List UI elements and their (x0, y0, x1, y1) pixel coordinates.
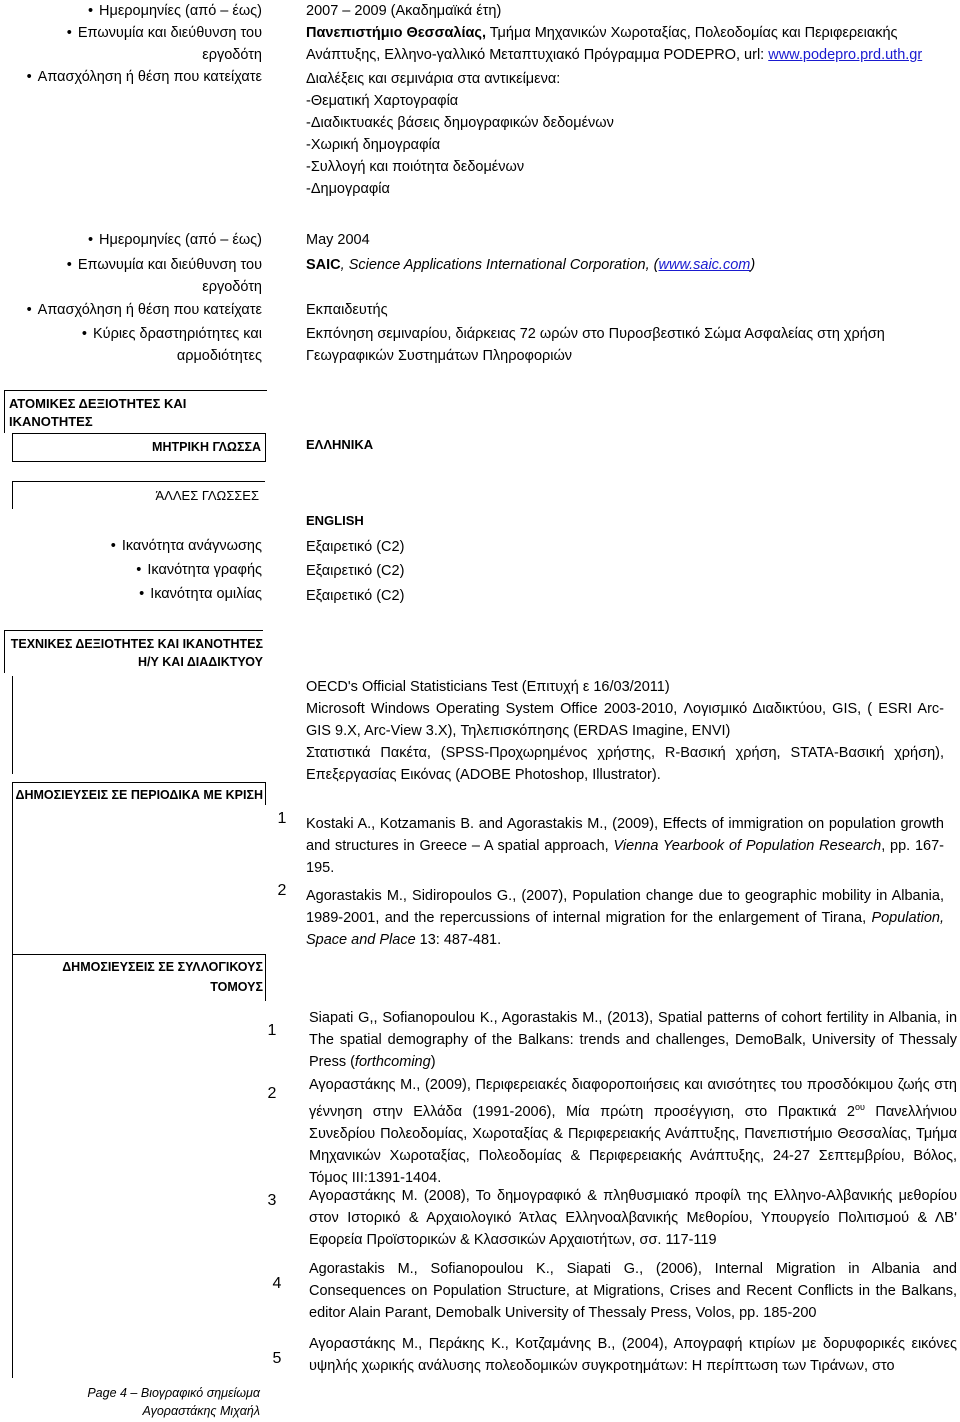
reading-value: Εξαιρετικό (C2) (306, 539, 405, 555)
volume-pub-1: Siapati G,, Sofianopoulou K., Agorastakis M., (2013), Spatial patterns of cohort fertility in Albania, in The spatial demography of the Balkans: trends and challenges, DemoBalk, University of Thessaly Press (forthcoming) (309, 1010, 958, 1070)
section-divider-line (12, 998, 13, 1378)
job1-dates-label: • Ημερομηνίες (από – έως) (0, 0, 262, 22)
job2-activities-label: • Κύριες δραστηριότητες και αρμοδιότητες (0, 323, 262, 367)
writing-value: Εξαιρετικό (C2) (306, 563, 405, 579)
job1-employer-label: • Επωνυμία και διεύθυνση του εργοδότη (0, 22, 262, 66)
pub-number: 4 (272, 1275, 282, 1292)
personal-skills-heading: ΑΤΟΜΙΚΕΣ ΔΕΞΙΟΤΗΤΕΣ ΚΑΙ ΙΚΑΝΟΤΗΤΕΣ (4, 390, 267, 433)
pub-number: 5 (272, 1350, 282, 1367)
job2-employer-label: • Επωνυμία και διεύθυνση του εργοδότη (0, 254, 262, 298)
pub-number: 2 (267, 1085, 277, 1102)
volume-pub-2: Αγοραστάκης Μ., (2009), Περιφερειακές διαφοροποιήσεις και ανισότητες του προσδόκιμου ζωής στη γέννηση στην Ελλάδα (1991-2006), Μία πρώτη προσέγγιση, στο Πρακτικά $2^{o\upsilon}$ Πανελλήνιου Συνεδρίου Πολεοδομίας, Χωροταξίας & Περιφερειακής Ανάπτυξης, Πανεπιστήμιο Θεσσαλίας, Τμήμα Μηχανικών Χωροταξίας, Πολεοδομίας & Περιφερειακής Ανάπτυξης, 24-27 Σεπτεμβρίου, Βόλος, Τόμος ΙΙΙ:1391-1404. (309, 1077, 957, 1186)
saic-link[interactable]: www.saic.com (658, 257, 751, 273)
author-name: Αγοραστάκης Μιχαήλ (142, 1404, 260, 1418)
job1-position-value: Διαλέξεις και σεμινάρια στα αντικείμενα: -Θεματική Χαρτογραφία -Διαδικτυακές βάσεις δημογραφικών δεδομένων -Χωρική δημογραφία -Συλλογή και ποιότητα δεδομένων -Δημογραφία (306, 68, 954, 200)
journal-pub-2: Agorastakis M., Sidiropoulos G., (2007), Population change due to geographic mobility in Albania, 1989-2001, and the repercussions of internal migration for the enlargement of Tirana, Population, Space and Place 13: 487-481. (306, 888, 944, 948)
journal-pub-1: Kostaki A., Kotzamanis B. and Agorastakis M., (2009), Effects of immigration on population growth and structures in Greece – A spatial approach, Vienna Yearbook of Population Research, pp. 167-195. (306, 816, 944, 876)
volume-pub-4: Agorastakis M., Sofianopoulou K., Siapati G., (2006), Internal Migration in Albania and Consequences on Population Structure, at Migrations, Crises and Recent Conflicts in the Balkans, editor Alain Parant, Demobalk University of Thessaly Press, Volos, pp. 185-200 (309, 1261, 957, 1321)
pub-number: 2 (277, 882, 287, 899)
pub-number: 1 (277, 810, 287, 827)
job2-employer-value: SAIC, Science Applications International Corporation, (www.saic.com) (306, 257, 756, 273)
job2-dates-label: • Ημερομηνίες (από – έως) (0, 229, 262, 251)
topic-item: -Δημογραφία (306, 181, 390, 197)
job2-activities-value: Εκπόνηση σεμιναρίου, διάρκειας 72 ωρών στο Πυροσβεστικό Σώμα Ασφαλείας στη χρήση Γεωγραφικών Συστημάτων Πληροφοριών (306, 326, 885, 364)
other-languages-label: ΆΛΛΕΣ ΓΛΩΣΣΕΣ (12, 481, 265, 509)
technical-skills-heading: ΤΕΧΝΙΚΕΣ ΔΕΞΙΟΤΗΤΕΣ ΚΑΙ ΙΚΑΝΟΤΗΤΕΣ Η/Υ ΚΑΙ ΔΙΑΔΙΚΤΥΟΥ (4, 630, 263, 673)
volume-pubs-heading: ΔΗΜΟΣΙΕΥΣΕΙΣ ΣΕ ΣΥΛΛΟΓΙΚΟΥΣ ΤΟΜΟΥΣ (12, 954, 266, 1001)
pub-number: 3 (267, 1192, 277, 1209)
topic-item: -Διαδικτυακές βάσεις δημογραφικών δεδομένων (306, 115, 614, 131)
volume-pub-3: Αγοραστάκης Μ. (2008), Το δημογραφικό & πληθυσμιακό προφίλ της Ελληνο-Αλβανικής μεθορίου στον Ιστορικό & Αρχαιολογικό Άτλας Ελληνοαλβανικής Μεθορίου, Υπουργείο Πολιτισμού & ΛΒ' Εφορεία Προϊστορικών & Κλασσικών Αρχαιοτήτων, σσ. 117-119 (309, 1188, 957, 1248)
page-footer (0, 1384, 260, 1420)
writing-label: • Ικανότητα γραφής (0, 559, 262, 581)
job2-position-label: • Απασχόληση ή θέση που κατείχατε (0, 299, 262, 321)
job1-position-label: • Απασχόληση ή θέση που κατείχατε (0, 66, 262, 88)
page-number-label: Page 4 – Βιογραφικό σημείωμα (87, 1386, 260, 1400)
speaking-value: Εξαιρετικό (C2) (306, 588, 405, 604)
topic-item: -Θεματική Χαρτογραφία (306, 93, 459, 109)
language-name: ENGLISH (306, 513, 364, 528)
mother-tongue-value: ΕΛΛΗΝΙΚΑ (306, 437, 374, 452)
mother-tongue-label: ΜΗΤΡΙΚΗ ΓΛΩΣΣΑ (12, 433, 266, 462)
job2-dates-value: May 2004 (306, 232, 370, 248)
section-divider-line (12, 804, 13, 954)
job2-position-value: Εκπαιδευτής (306, 302, 388, 318)
job1-dates-value: 2007 – 2009 (Ακαδημαϊκά έτη) (306, 3, 502, 19)
speaking-label: • Ικανότητα ομιλίας (0, 583, 262, 605)
volume-pub-5: Αγοραστάκης Μ., Περάκης Κ., Κοτζαμάνης Β., (2004), Απογραφή κτιρίων με δορυφορικές εικόνες υψηλής χωρικής ανάλυσης πολεοδομικών συγκροτημάτων: Η περίπτωση των Τιράνων, στο (309, 1336, 957, 1374)
topic-item: -Χωρική δημογραφία (306, 137, 441, 153)
technical-skills-list: OECD's Official Statisticians Test (Επιτυχή ε 16/03/2011) Microsoft Windows Operating System Office 2003-2010, Λογισμικό Διαδικτύου, GIS, ( ESRI Arc-GIS 9.X, Arc-View 3.X), Τηλεπισκόπησης (ERDAS Imagine, ENVI) Στατιστικά Πακέτα, (SPSS-Προχωρημένος χρήστης, R-Βασική χρήση, STATA-Βασική χρήση), Επεξεργασίας Εικόνας (ADOBE Photoshop, Illustrator). (306, 679, 944, 783)
topic-item: -Συλλογή και ποιότητα δεδομένων (306, 159, 525, 175)
reading-label: • Ικανότητα ανάγνωσης (0, 535, 262, 557)
job1-employer-value: Πανεπιστήμιο Θεσσαλίας, Τμήμα Μηχανικών Χωροταξίας, Πολεοδομίας και Περιφερειακής Ανάπτυξης, Ελληνο-γαλλικό Μεταπτυχιακό Πρόγραμμα PODEPRO, url: www.podepro.prd.uth.gr (306, 25, 923, 63)
journal-pubs-heading: ΔΗΜΟΣΙΕΥΣΕΙΣ ΣΕ ΠΕΡΙΟΔΙΚΑ ΜΕ ΚΡΙΣΗ (12, 782, 266, 805)
section-divider-line (12, 676, 13, 774)
podepro-link[interactable]: www.podepro.prd.uth.gr (768, 47, 923, 63)
pub-number: 1 (267, 1022, 277, 1039)
